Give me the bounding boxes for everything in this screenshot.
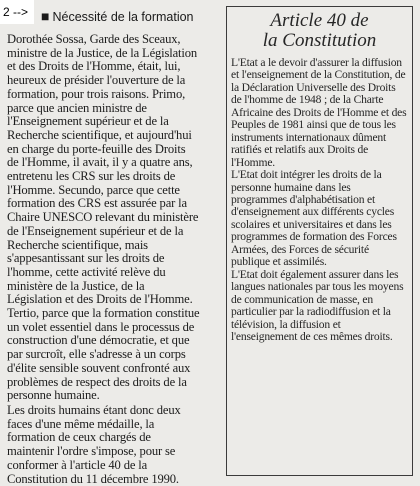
- box-paragraph-1: L'Etat a le devoir d'assurer la diffusion et l'enseignement de la Constitution, de la Déclaration Universelle des Droits de l'homme de 1948 ; de la Charte Africaine des Droits de l'Homme et des Peuples de 1981 ainsi que de tous les instruments internationaux dûment ratifiés et relatifs aux Droits de l'Homme.: [231, 56, 407, 169]
- box-title-line-1: Article 40 de: [270, 10, 369, 31]
- box-title-line-2: la Constitution: [262, 30, 377, 51]
- left-paragraph-2: Les droits humains étant donc deux faces d'une même médaille, la formation de ceux chargés de maintenir l'ordre s'impose, pour se conformer à l'article 40 de la Constitution du 11 décembre 1990.: [7, 402, 181, 486]
- box-body: [227, 55, 412, 343]
- box-title: [227, 11, 412, 51]
- constitution-article-box: [226, 6, 413, 476]
- section-heading: [41, 8, 200, 25]
- page-marker: 2 -->: [0, 0, 34, 24]
- article-left-column: [7, 6, 200, 486]
- section-heading-text: Nécessité de la formation: [52, 10, 194, 24]
- bullet-square-icon: ■: [41, 8, 50, 24]
- box-paragraph-2: L'Etat doit intégrer les droits de la personne humaine dans les programmes d'alphabétisation et d'enseignement aux différents cycles scolaires et universitaires et dans les programmes de formation des Forces Armées, des Forces de sécurité publique et assimilés.: [231, 168, 397, 269]
- box-paragraph-3: L'Etat doit également assurer dans les langues nationales par tous les moyens de communication de masse, en particulier par la radiodiffusion et la télévision, la diffusion et l'enseignement de ces mêmes droits.: [231, 267, 404, 343]
- left-paragraph-1: Dorothée Sossa, Garde des Sceaux, ministre de la Justice, de la Législation et des Droits de l'Homme, était, lui, heureux de présider l'ouverture de la formation, pour trois raisons. Primo, parce que ancien ministre de l'Enseignement supérieur et de la Recherche scientifique, et aujourd'hui en charge du porte-feuille des Droits de l'Homme, il avait, il y a quatre ans, entretenu les CRS sur les droits de l'Homme. Secundo, parce que cette formation des CRS est assurée par la Chaire UNESCO relevant du ministère de l'Enseignement supérieur et de la Recherche scientifique, mais s'appesantissant sur les droits de l'homme, cette activité relève du ministère de la Justice, de la Législation et des Droits de l'Homme. Tertio, parce que la formation constitue un volet essentiel dans le processus de construction d'une démocratie, et que par surcroît, elle s'adresse à un corps d'élite sensible souvent confronté aux problèmes de respect des droits de la personne humaine.: [7, 32, 200, 403]
